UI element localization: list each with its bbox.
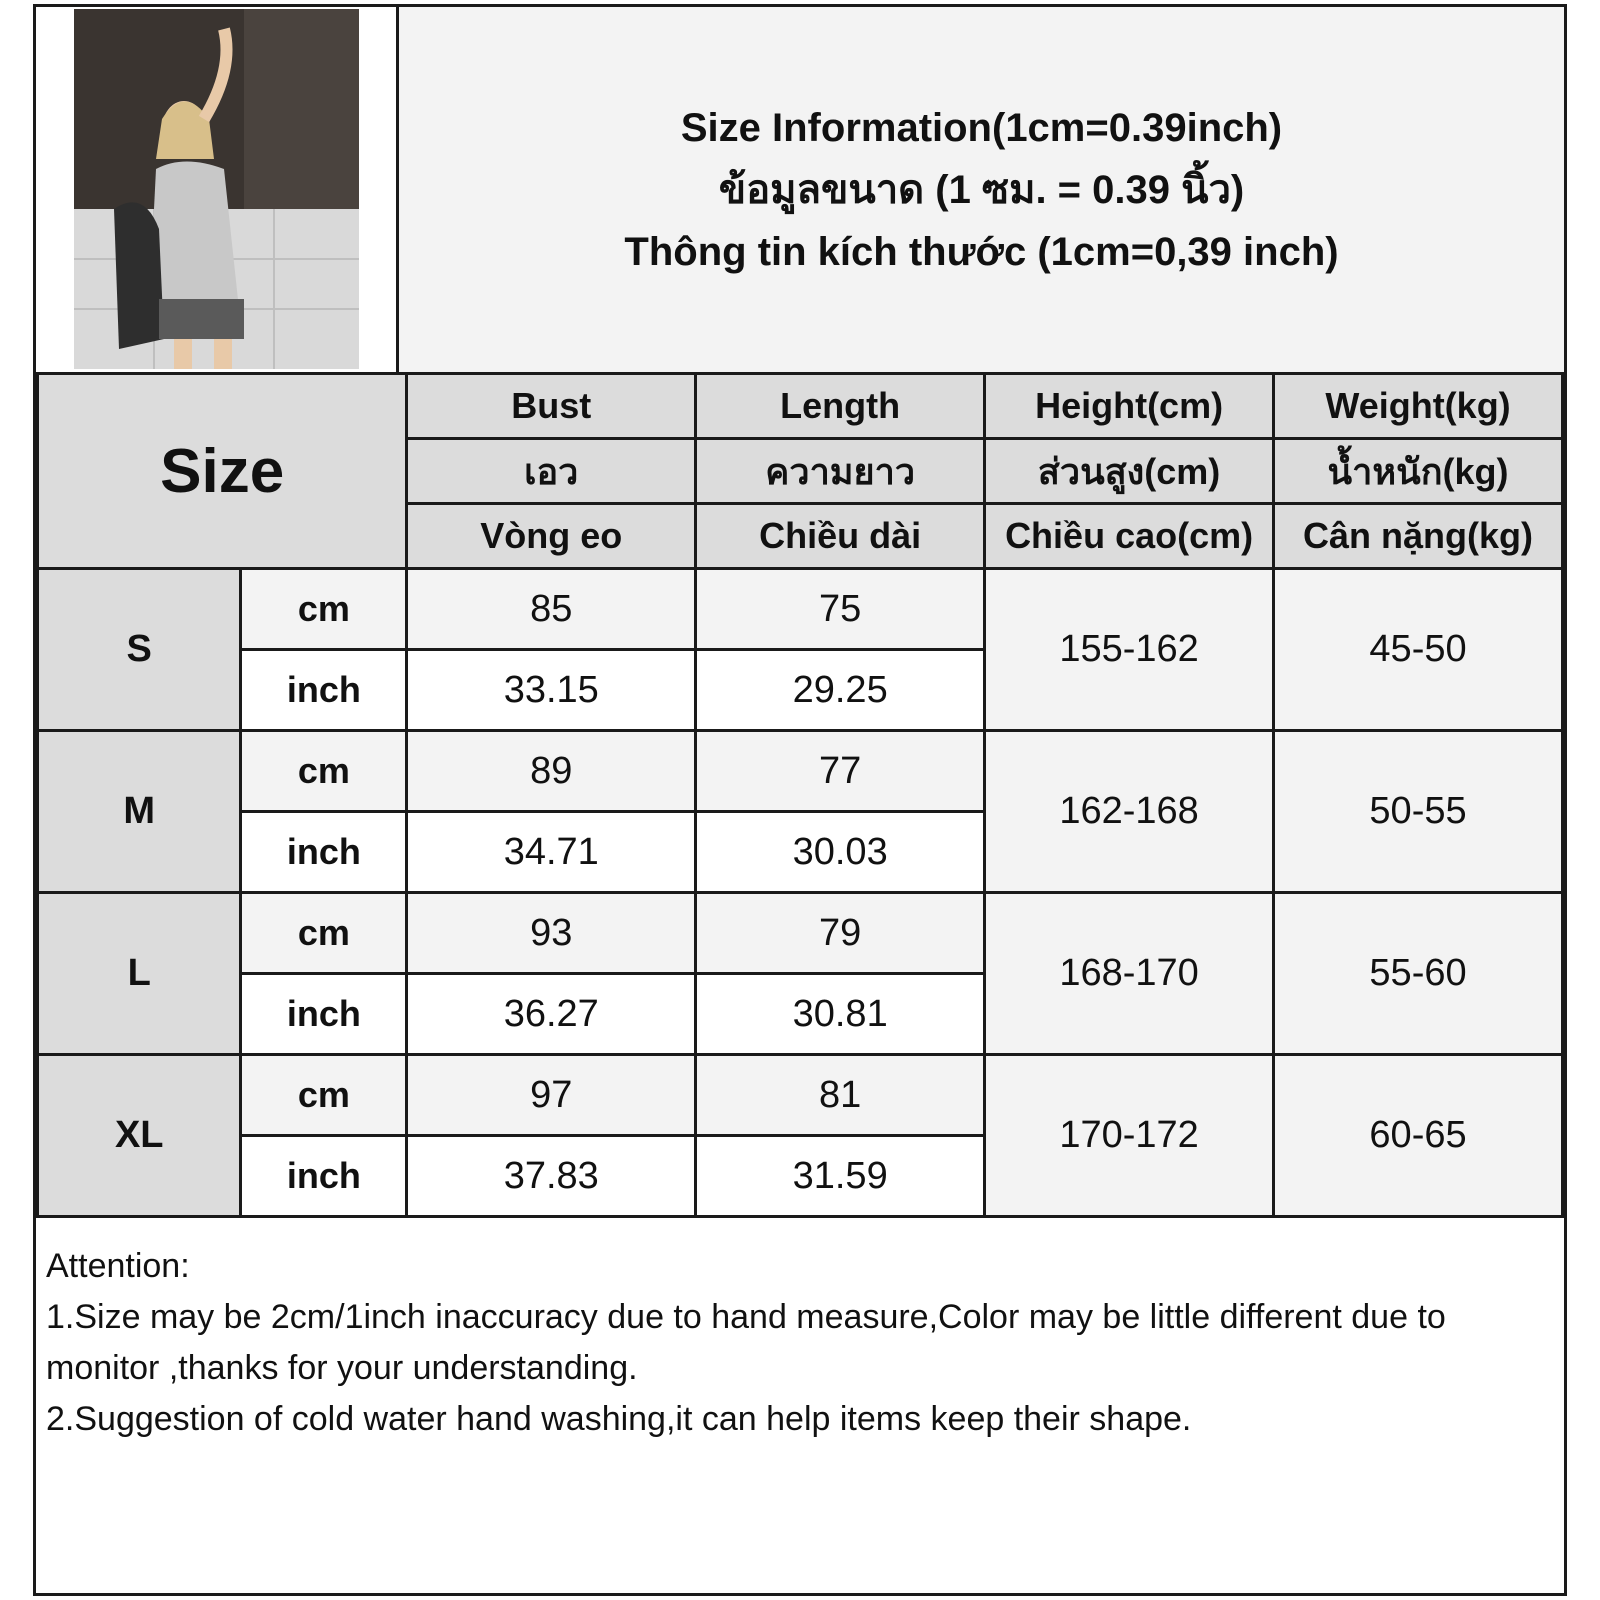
col-length-en: Length xyxy=(696,374,985,439)
size-header: Size xyxy=(38,374,407,569)
col-length-vi: Chiều dài xyxy=(696,504,985,569)
col-height-vi: Chiều cao(cm) xyxy=(985,504,1274,569)
unit-inch: inch xyxy=(241,974,407,1055)
bust-inch: 34.71 xyxy=(407,812,696,893)
table-row xyxy=(38,1055,1563,1136)
col-weight-en: Weight(kg) xyxy=(1274,374,1563,439)
table-row xyxy=(38,893,1563,974)
height-range: 162-168 xyxy=(985,731,1274,893)
bust-inch: 36.27 xyxy=(407,974,696,1055)
weight-range: 45-50 xyxy=(1274,569,1563,731)
photo-cell xyxy=(36,7,399,372)
table-row xyxy=(38,731,1563,812)
bust-cm: 93 xyxy=(407,893,696,974)
attention-notes xyxy=(36,1235,1564,1593)
unit-inch: inch xyxy=(241,650,407,731)
size-table xyxy=(36,372,1564,1218)
weight-range: 50-55 xyxy=(1274,731,1563,893)
title-vietnamese: Thông tin kích thước (1cm=0,39 inch) xyxy=(624,229,1339,274)
attention-heading: Attention: xyxy=(46,1247,190,1285)
length-inch: 31.59 xyxy=(696,1136,985,1217)
col-weight-vi: Cân nặng(kg) xyxy=(1274,504,1563,569)
weight-range: 60-65 xyxy=(1274,1055,1563,1217)
length-cm: 81 xyxy=(696,1055,985,1136)
size-name: M xyxy=(38,731,241,893)
length-inch: 29.25 xyxy=(696,650,985,731)
weight-range: 55-60 xyxy=(1274,893,1563,1055)
bust-inch: 37.83 xyxy=(407,1136,696,1217)
unit-cm: cm xyxy=(241,1055,407,1136)
col-weight-th: น้ำหนัก(kg) xyxy=(1274,439,1563,504)
unit-inch: inch xyxy=(241,1136,407,1217)
col-bust-vi: Vòng eo xyxy=(407,504,696,569)
length-inch: 30.81 xyxy=(696,974,985,1055)
length-cm: 79 xyxy=(696,893,985,974)
bust-inch: 33.15 xyxy=(407,650,696,731)
height-range: 155-162 xyxy=(985,569,1274,731)
unit-inch: inch xyxy=(241,812,407,893)
col-height-en: Height(cm) xyxy=(985,374,1274,439)
size-name: L xyxy=(38,893,241,1055)
title-thai: ข้อมูลขนาด (1 ซม. = 0.39 นิ้ว) xyxy=(718,167,1245,212)
bust-cm: 89 xyxy=(407,731,696,812)
unit-cm: cm xyxy=(241,893,407,974)
col-height-th: ส่วนสูง(cm) xyxy=(985,439,1274,504)
size-name: S xyxy=(38,569,241,731)
size-chart xyxy=(33,4,1567,1596)
col-length-th: ความยาว xyxy=(696,439,985,504)
length-inch: 30.03 xyxy=(696,812,985,893)
note-item: 1.Size may be 2cm/1inch inaccuracy due to hand measure,Color may be little different due to monitor ,thanks for your understanding. xyxy=(46,1298,1446,1387)
length-cm: 77 xyxy=(696,731,985,812)
size-name: XL xyxy=(38,1055,241,1217)
unit-cm: cm xyxy=(241,731,407,812)
table-row xyxy=(38,569,1563,650)
title-english: Size Information(1cm=0.39inch) xyxy=(680,105,1283,150)
col-bust-en: Bust xyxy=(407,374,696,439)
col-bust-th: เอว xyxy=(407,439,696,504)
height-range: 170-172 xyxy=(985,1055,1274,1217)
title-cell xyxy=(399,7,1564,372)
note-item: 2.Suggestion of cold water hand washing,it can help items keep their shape. xyxy=(46,1400,1192,1438)
bust-cm: 97 xyxy=(407,1055,696,1136)
length-cm: 75 xyxy=(696,569,985,650)
model-photo xyxy=(74,9,359,369)
unit-cm: cm xyxy=(241,569,407,650)
height-range: 168-170 xyxy=(985,893,1274,1055)
bust-cm: 85 xyxy=(407,569,696,650)
